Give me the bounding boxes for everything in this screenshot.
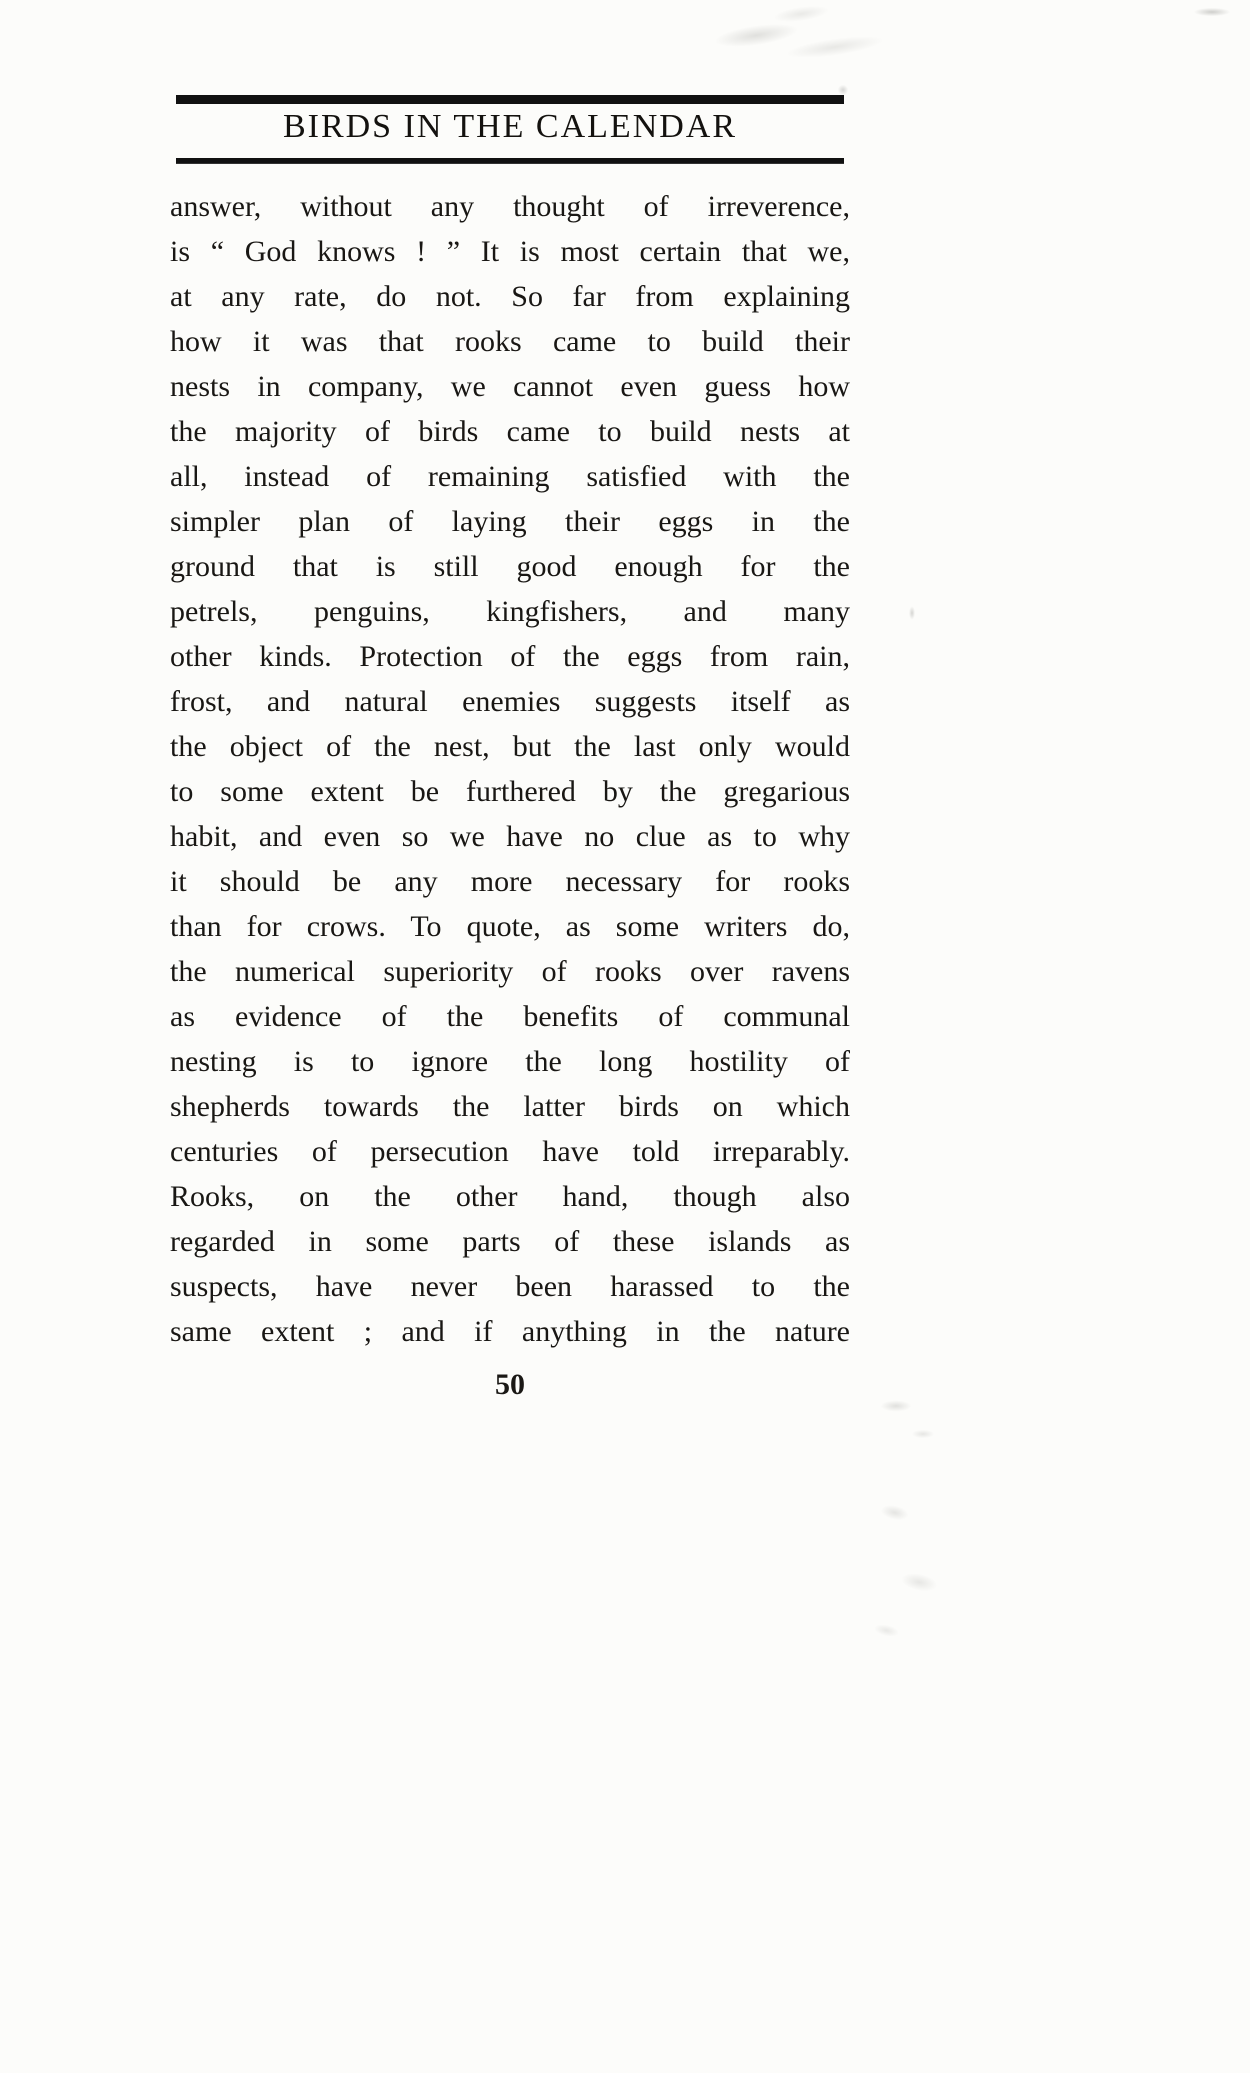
text-line: the numerical superiority of rooks over ravens xyxy=(170,955,850,988)
scan-artifact xyxy=(696,0,895,88)
text-line: as evidence of the benefits of communal xyxy=(170,1000,850,1033)
text-line: the object of the nest, but the last only would xyxy=(170,730,850,763)
scan-artifact xyxy=(832,1471,977,1670)
text-line: simpler plan of laying their eggs in the xyxy=(170,505,850,538)
top-rule xyxy=(176,95,844,104)
scan-artifact xyxy=(1182,0,1242,30)
text-line: to some extent be furthered by the gregarious xyxy=(170,775,850,808)
body-text xyxy=(170,184,850,1354)
text-line: other kinds. Protection of the eggs from rain, xyxy=(170,640,850,673)
text-line: ground that is still good enough for the xyxy=(170,550,850,583)
text-line: nests in company, we cannot even guess how xyxy=(170,370,850,403)
text-line: all, instead of remaining satisfied with the xyxy=(170,460,850,493)
text-line: habit, and even so we have no clue as to why xyxy=(170,820,850,853)
page-number: 50 xyxy=(495,1368,525,1401)
text-line: at any rate, do not. So far from explaining xyxy=(170,280,850,313)
text-line: regarded in some parts of these islands as xyxy=(170,1225,850,1258)
header-rule xyxy=(176,158,844,164)
text-line: shepherds towards the latter birds on which xyxy=(170,1090,850,1123)
text-line: suspects, have never been harassed to the xyxy=(170,1270,850,1303)
text-line: how it was that rooks came to build their xyxy=(170,325,850,358)
text-line: frost, and natural enemies suggests itself as xyxy=(170,685,850,718)
text-line: it should be any more necessary for rooks xyxy=(170,865,850,898)
text-line: centuries of persecution have told irreparably. xyxy=(170,1135,850,1168)
text-line: is “ God knows ! ” It is most certain that we, xyxy=(170,235,850,268)
text-line: petrels, penguins, kingfishers, and many xyxy=(170,595,850,628)
text-line: than for crows. To quote, as some writers do, xyxy=(170,910,850,943)
scan-artifact xyxy=(860,1385,950,1455)
running-head: BIRDS IN THE CALENDAR xyxy=(282,108,738,145)
scan-artifact xyxy=(904,600,920,626)
text-line: answer, without any thought of irreverence, xyxy=(170,190,850,223)
text-line: nesting is to ignore the long hostility of xyxy=(170,1045,850,1078)
text-line: Rooks, on the other hand, though also xyxy=(170,1180,850,1213)
text-line: same extent ; and if anything in the nature xyxy=(170,1315,850,1348)
text-line: the majority of birds came to build nests at xyxy=(170,415,850,448)
